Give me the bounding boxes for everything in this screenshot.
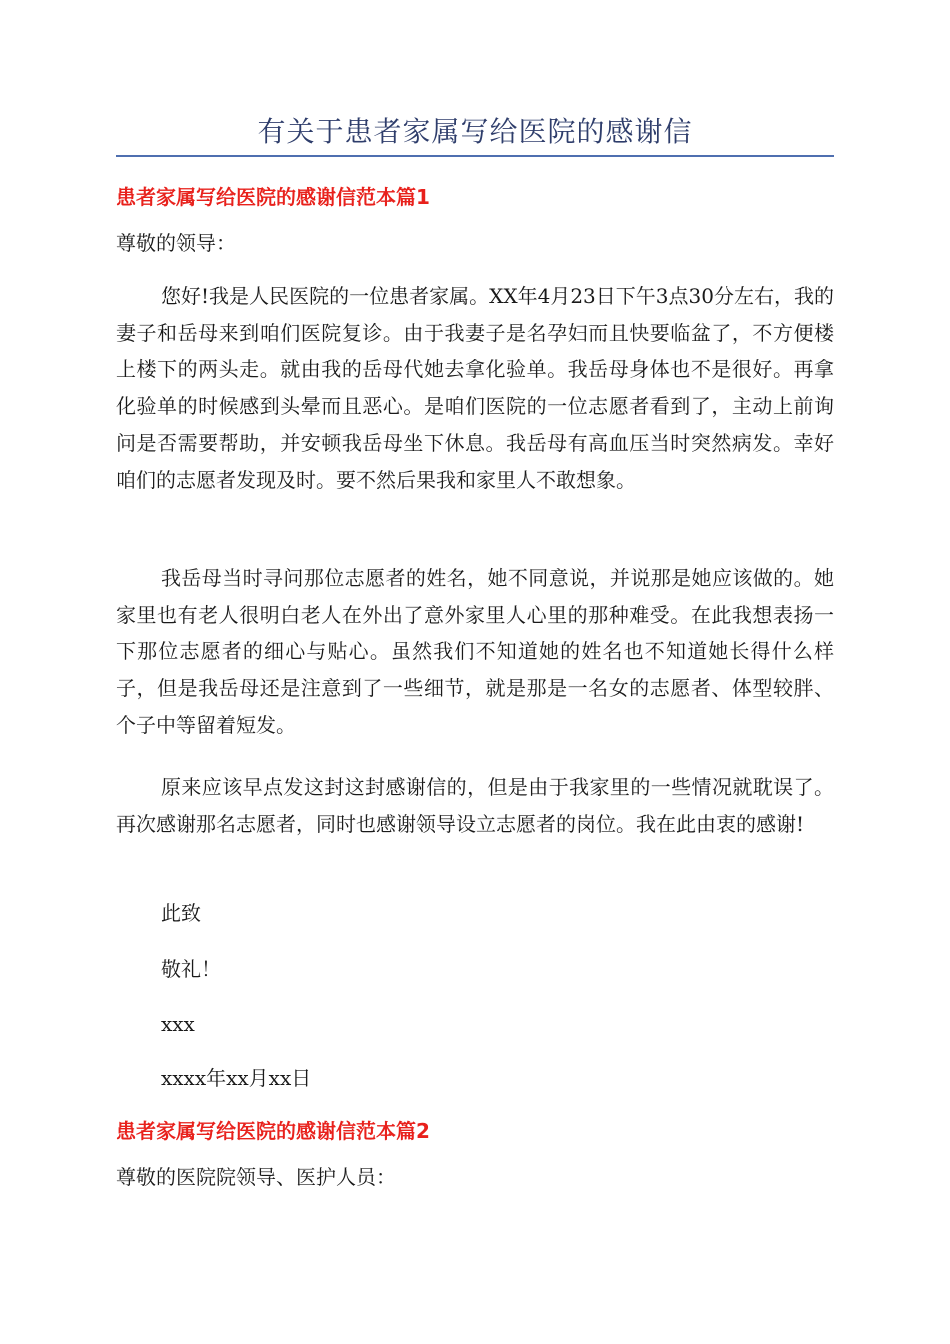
section-1-heading: 患者家属写给医院的感谢信范本篇1: [116, 185, 430, 209]
section-1-paragraph-2: 我岳母当时寻问那位志愿者的姓名，她不同意说，并说那是她应该做的。她家里也有老人很明白老人在外出了意外家里人心里的那种难受。在此我想表扬一下那位志愿者的细心与贴心。虽然我们不知道她的姓名也不知道她长得什么样子，但是我岳母还是注意到了一些细节，就是那是一名女的志愿者、体型较胖、个子中等留着短发。: [116, 566, 834, 737]
section-1-paragraph-3: 原来应该早点发这封这封感谢信的，但是由于我家里的一些情况就耽误了。再次感谢那名志愿者，同时也感谢领导设立志愿者的岗位。我在此由衷的感谢!: [116, 775, 834, 836]
signature: xxx: [161, 1012, 195, 1036]
title-underline: [116, 155, 834, 157]
section-2-heading: 患者家属写给医院的感谢信范本篇2: [116, 1119, 430, 1143]
section-1-paragraph-1: 您好!我是人民医院的一位患者家属。XX年4月23日下午3点30分左右，我的妻子和岳母来到咱们医院复诊。由于我妻子是名孕妇而且快要临盆了，不方便楼上楼下的两头走。就由我的岳母代她去拿化验单。我岳母身体也不是很好。再拿化验单的时候感到头晕而且恶心。是咱们医院的一位志愿者看到了，主动上前询问是否需要帮助，并安顿我岳母坐下休息。我岳母有高血压当时突然病发。幸好咱们的志愿者发现及时。要不然后果我和家里人不敢想象。: [116, 284, 834, 492]
document-title: 有关于患者家属写给医院的感谢信: [257, 115, 693, 148]
section-1-salutation: 尊敬的领导：: [116, 231, 236, 255]
closing-line-1: 此致: [161, 901, 201, 925]
closing-line-2: 敬礼！: [161, 957, 221, 981]
section-2-salutation: 尊敬的医院院领导、医护人员：: [116, 1165, 396, 1189]
letter-date: xxxx年xx月xx日: [161, 1066, 312, 1090]
